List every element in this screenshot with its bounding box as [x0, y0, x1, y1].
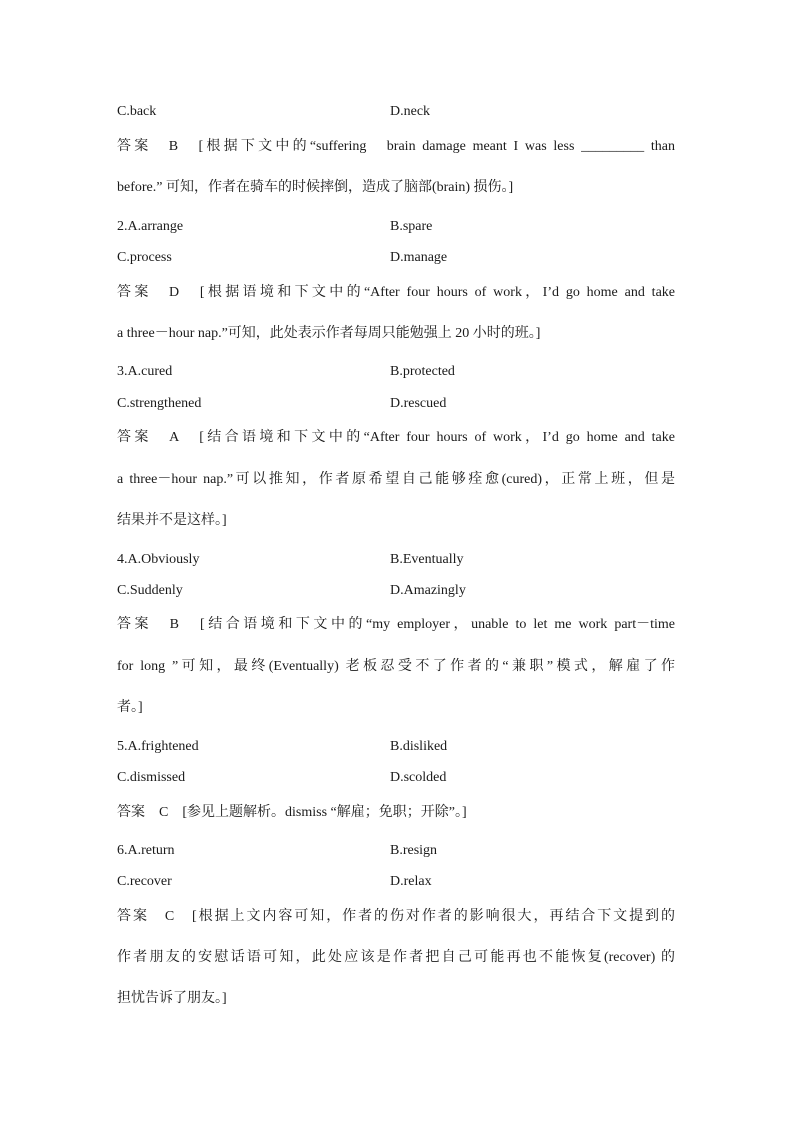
q6-answer-line-3: 担忧告诉了朋友。] — [117, 991, 227, 1006]
q6-option-a: 6.A.return — [117, 843, 175, 858]
q6-option-b: B.resign — [390, 843, 438, 858]
q1-option-d: D.neck — [390, 104, 431, 119]
q3-option-d: D.rescued — [390, 396, 447, 411]
q5-option-c: C.dismissed — [117, 770, 186, 785]
q5-option-d: D.scolded — [390, 770, 447, 785]
q2-answer-line-1: 答案 D [根据语境和下文中的“After four hours of work，I’d go home and take — [117, 285, 675, 300]
q6-option-d: D.relax — [390, 874, 432, 889]
q1-answer-line-2: before.” 可知，作者在骑车的时候摔倒，造成了脑部(brain) 损伤。] — [117, 180, 514, 195]
q3-option-c: C.strengthened — [117, 396, 202, 411]
q3-answer-line-3: 结果并不是这样。] — [117, 513, 227, 528]
q5-answer-line-1: 答案 C [参见上题解析。dismiss “解雇；免职；开除”。] — [117, 805, 467, 820]
q6-answer-line-1: 答案 C [根据上文内容可知，作者的伤对作者的影响很大，再结合下文提到的 — [117, 909, 675, 924]
q2-option-d: D.manage — [390, 250, 448, 265]
q4-option-d: D.Amazingly — [390, 583, 466, 598]
q6-option-c: C.recover — [117, 874, 172, 889]
q1-option-c: C.back — [117, 104, 157, 119]
q2-option-c: C.process — [117, 250, 172, 265]
q2-option-b: B.spare — [390, 219, 433, 234]
q5-option-a: 5.A.frightened — [117, 739, 199, 754]
q4-option-a: 4.A.Obviously — [117, 552, 200, 567]
q5-option-b: B.disliked — [390, 739, 448, 754]
q3-answer-line-2: a three－hour nap.”可以推知，作者原希望自己能够痊愈(cured)，正常上班，但是 — [117, 472, 675, 487]
q6-answer-line-2: 作者朋友的安慰话语可知，此处应该是作者把自己可能再也不能恢复(recover) 的 — [117, 950, 675, 965]
q3-option-a: 3.A.cured — [117, 364, 173, 379]
q4-answer-line-2: for long ”可知，最终(Eventually) 老板忍受不了作者的“兼职”模式，解雇了作 — [117, 659, 675, 674]
q4-option-b: B.Eventually — [390, 552, 464, 567]
q4-answer-line-1: 答案 B [结合语境和下文中的“my employer，unable to let me work part－time — [117, 617, 675, 632]
q3-answer-line-1: 答案 A [结合语境和下文中的“After four hours of work，I’d go home and take — [117, 430, 675, 445]
q4-answer-line-3: 者。] — [117, 700, 143, 715]
q2-option-a: 2.A.arrange — [117, 219, 184, 234]
q3-option-b: B.protected — [390, 364, 455, 379]
q2-answer-line-2: a three－hour nap.”可知，此处表示作者每周只能勉强上 20 小时的班。] — [117, 326, 541, 341]
q4-option-c: C.Suddenly — [117, 583, 183, 598]
q1-answer-line-1: 答案 B [根据下文中的“suffering brain damage meant I was less _________ than — [117, 139, 675, 154]
